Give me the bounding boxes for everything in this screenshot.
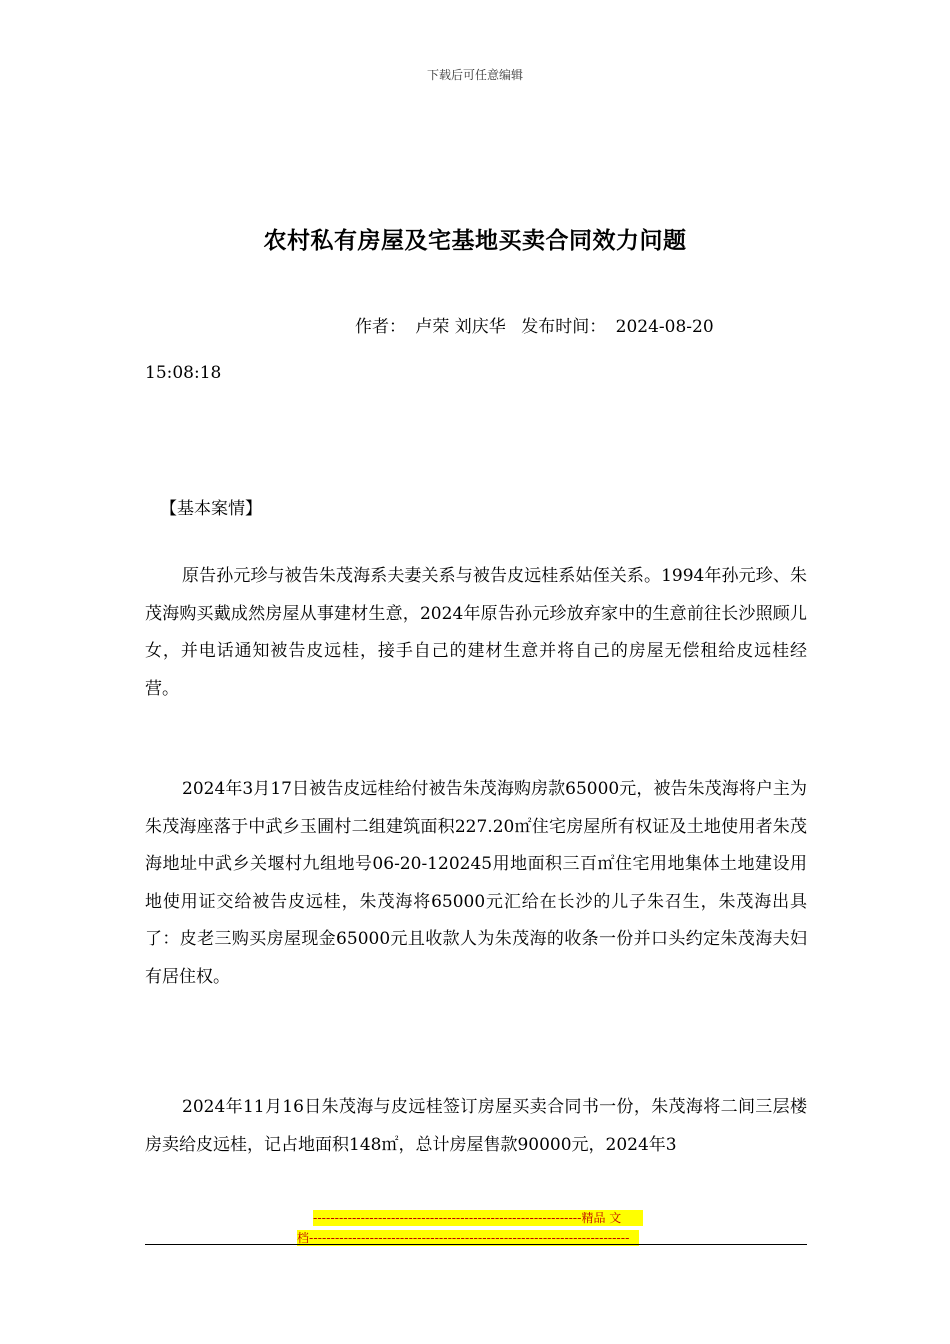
body-paragraph: 2024年11月16日朱茂海与皮远桂签订房屋买卖合同书一份，朱茂海将二间三层楼房卖给皮远桂，记占地面积148㎡，总计房屋售款90000元，2024年3 <box>145 1097 807 1155</box>
footer-watermark-line: 档-------------------------------------------------------------------------- <box>297 1230 639 1246</box>
footer-divider <box>145 1244 807 1245</box>
author-names: 卢荣 刘庆华 <box>415 317 506 337</box>
page-header-note: 下载后可任意编辑 <box>426 68 523 82</box>
body-paragraph: 原告孙元珍与被告朱茂海系夫妻关系与被告皮远桂系姑侄关系。1994年孙元珍、朱茂海购买戴成然房屋从事建材生意，2024年原告孙元珍放弃家中的生意前往长沙照顾儿女，并电话通知被告皮远桂，接手自己的建材生意并将自己的房屋无偿租给皮远桂经营。 <box>145 566 807 699</box>
document-title: 农村私有房屋及宅基地买卖合同效力问题 <box>263 228 687 254</box>
body-paragraph: 2024年3月17日被告皮远桂给付被告朱茂海购房款65000元，被告朱茂海将户主为朱茂海座落于中武乡玉圃村二组建筑面积227.20㎡住宅房屋所有权证及土地使用者朱茂海地址中武乡关堰村九组地号06-20-120245用地面积三百㎡住宅用地集体土地建设用地使用证交给被告皮远桂，朱茂海将65000元汇给在长沙的儿子朱召生，朱茂海出具了：皮老三购买房屋现金65000元且收款人为朱茂海的收条一份并口头约定朱茂海夫妇有居住权。 <box>145 779 807 987</box>
publish-label: 发布时间： <box>521 317 607 337</box>
author-label: 作者： <box>355 317 406 337</box>
publish-date: 2024-08-20 <box>615 317 714 337</box>
publish-time: 15:08:18 <box>145 363 222 383</box>
byline <box>355 312 724 337</box>
footer-watermark-line: --------------------------------------------------------------精品 文 <box>313 1210 643 1226</box>
section-heading: 【基本案情】 <box>160 499 262 519</box>
